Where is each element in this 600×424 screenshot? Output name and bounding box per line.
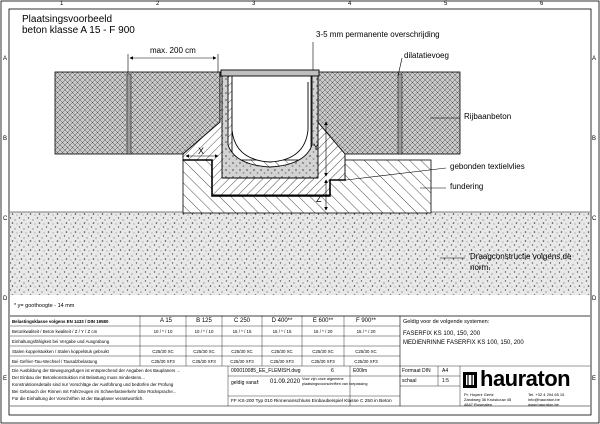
class-d400: D 400** bbox=[271, 318, 293, 324]
table-cell: C25/30 XC bbox=[271, 349, 293, 354]
class-f900: F 900** bbox=[355, 318, 376, 324]
frame-marker-side-a: A bbox=[3, 56, 8, 62]
table-cell: C25/30 XC bbox=[152, 349, 174, 354]
table-cell: C25/30 XC bbox=[355, 349, 377, 354]
company-logo-text: hauraton bbox=[480, 366, 571, 391]
validity-title: Geldig voor de volgende systemen: bbox=[403, 319, 490, 325]
format-value: A4 bbox=[442, 368, 449, 374]
row-label-dimensions: Betonkwaliteit / Beton kwaliteit / Z / Y / Z cm bbox=[12, 329, 98, 334]
frame-marker-top-1: 1 bbox=[60, 1, 64, 7]
drawing-description: FF KS-200 Typ 010 Rinnenanschluss Einbaubeispiel Klasse C 250 in Beton bbox=[231, 399, 392, 404]
overhang-callout: 3-5 mm permanente overschrijding bbox=[316, 30, 440, 39]
road-concrete-callout: Rijbaanbeton bbox=[464, 112, 512, 121]
z-label: Z bbox=[316, 194, 322, 204]
drawing-title-line2: beton klasse A 15 - F 900 bbox=[22, 25, 135, 36]
frame-marker-top-4: 4 bbox=[348, 1, 352, 7]
company-email: info@hauraton.be bbox=[528, 397, 560, 402]
x-label: X bbox=[198, 146, 205, 156]
unit-label: E00lm bbox=[353, 368, 368, 374]
table-cell: C25/30 XF3 bbox=[151, 359, 175, 364]
subbase-callout-line1: Draagconstructie volgens de bbox=[470, 252, 572, 261]
table-cell: 15 / * / 15 bbox=[272, 329, 292, 334]
scale-label: schaal bbox=[402, 378, 417, 384]
table-cell: C25/30 XF3 bbox=[311, 359, 335, 364]
channel-profile bbox=[232, 82, 308, 162]
table-cell: C25/30 XF3 bbox=[230, 359, 254, 364]
frame-marker-side-e-right: E bbox=[592, 376, 597, 382]
drawing-file: 000010085_EE_FLEMISH.dwg bbox=[231, 368, 301, 374]
frame-marker-side-d: D bbox=[3, 296, 8, 302]
scale-value: 1:5 bbox=[442, 378, 449, 384]
reference-text-line1: Voor zijn onze algemene bbox=[302, 377, 344, 381]
row-label-tolerance: Einhaltungsfähigkeit bei Vergabe und Ausgrabung bbox=[12, 339, 110, 344]
frame-marker-top-5: 5 bbox=[444, 1, 448, 7]
frame-marker-side-b: B bbox=[3, 136, 8, 142]
load-class-header: Belastingsklasse volgens EN 1433 / DIN 19580 bbox=[12, 319, 109, 324]
note-4: Bei Gebrauch der Rinnen mit Fahrzeugen im Schwerlastverkehr bitte Rücksprache... bbox=[12, 389, 177, 394]
table-cell: C25/30 XF3 bbox=[270, 359, 294, 364]
validity-line2: MEDIENRINNE FASERFIX KS 100, 150, 200 bbox=[403, 340, 524, 346]
validity-label: geldig vanaf: bbox=[231, 380, 260, 386]
table-cell: C25/30 XC bbox=[312, 349, 334, 354]
note-2: Der Einbau der Betonkonstruktion mit Belastung muss mindestens... bbox=[12, 375, 145, 380]
footnote: * y= goothoogte - 14 mm bbox=[14, 303, 75, 309]
valid-from-date: 01.09.2020 bbox=[270, 379, 301, 385]
row-label-freeze: Bei Gefrier-Tau-Wechsel / Tausalzbelastung bbox=[12, 359, 98, 364]
frame-marker-side-b-right: B bbox=[592, 136, 597, 142]
textile-callout: gebonden textielvlies bbox=[450, 162, 525, 171]
table-cell: C25/30 XF3 bbox=[354, 359, 378, 364]
class-c250: C 250 bbox=[233, 318, 250, 324]
class-e600: E 600** bbox=[312, 318, 334, 324]
sheet-number: 6 bbox=[331, 368, 334, 374]
channel-grating bbox=[221, 70, 319, 76]
frame-marker-side-c-right: C bbox=[592, 216, 597, 222]
row-label-steel: Stalen koppelstukken / Stalen koppelstuk gebruikt bbox=[12, 349, 109, 354]
expansion-joint-right bbox=[398, 74, 402, 154]
company-address-1: Pr. Hoyerz Gertz bbox=[464, 392, 494, 397]
validity-line1: FASERFIX KS 100, 150, 200 bbox=[403, 331, 481, 337]
frame-marker-side-a-right: A bbox=[592, 56, 597, 62]
hauraton-logo-mark bbox=[463, 372, 477, 388]
note-1: Die Ausbildung der Bewegungsfugen ist entsprechend der Angaben des Bauplaners ... bbox=[12, 368, 181, 373]
table-cell: C25/30 XC bbox=[193, 349, 215, 354]
frame-marker-side-d-right: D bbox=[592, 296, 597, 302]
subbase-callout-line2: norm. bbox=[470, 263, 491, 272]
drawing-title-line1: Plaatsingsvoorbeeld bbox=[22, 14, 113, 25]
company-phone: Tel. +32 4 294 65 15 bbox=[528, 392, 565, 397]
reference-text-line2: plaatsingsvoorschriften van toepassing bbox=[302, 382, 368, 386]
note-3: Konstruktionsdetails sind nur Vorschläge der Ausführung und bedürfen der Prüfung bbox=[12, 382, 174, 387]
note-5: Für die Einhaltung der Vorschriften ist der Bauplaner verantwortlich. bbox=[12, 396, 144, 401]
y-label: Y bbox=[313, 142, 320, 152]
frame-marker-top-2: 2 bbox=[156, 1, 160, 7]
expansion-joint-left bbox=[127, 74, 131, 154]
table-cell: 15 / * / 20 bbox=[313, 329, 333, 334]
class-a15: A 15 bbox=[159, 318, 172, 324]
company-web: www.hauraton.be bbox=[528, 402, 559, 407]
table-cell: 15 / * / 15 bbox=[232, 329, 252, 334]
table-cell: C25/30 XC bbox=[231, 349, 253, 354]
frame-marker-top-6: 6 bbox=[540, 1, 544, 7]
table-cell: 15 / * / 20 bbox=[356, 329, 376, 334]
company-address-2: Zandweg 36 Kruiskouw 45 bbox=[464, 397, 512, 402]
road-concrete-left bbox=[55, 72, 220, 154]
foundation-callout: fundering bbox=[450, 182, 484, 191]
frame-marker-top-3: 3 bbox=[252, 1, 256, 7]
format-label: Formaat DIN bbox=[402, 368, 431, 374]
table-cell: 10 / * / 10 bbox=[153, 329, 173, 334]
max-width-label: max. 200 cm bbox=[150, 46, 196, 55]
frame-marker-side-e: E bbox=[3, 376, 8, 382]
company-address-3: 4847 Rosmalen bbox=[464, 402, 493, 407]
table-cell: 10 / * / 10 bbox=[194, 329, 214, 334]
table-cell: C25/30 XF3 bbox=[192, 359, 216, 364]
frame-marker-side-c: C bbox=[3, 216, 8, 222]
joint-callout: dilatatievoeg bbox=[404, 51, 449, 60]
class-b125: B 125 bbox=[196, 318, 212, 324]
